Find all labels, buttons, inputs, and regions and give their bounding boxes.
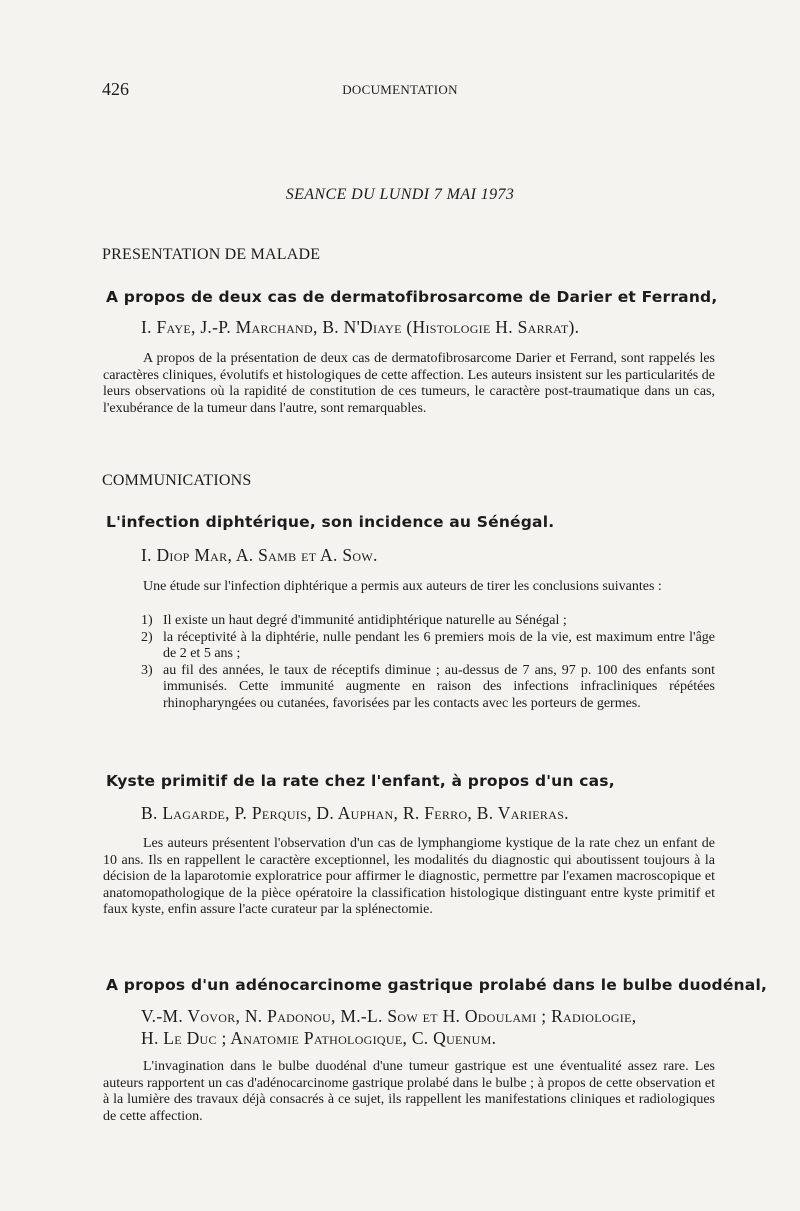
- list-item-number: 2): [141, 629, 153, 645]
- article-title-adenocarcinome: A propos d'un adénocarcinome gastrique prolabé dans le bulbe duodénal,: [106, 976, 768, 994]
- article-authors-adenocarcinome: [141, 1005, 741, 1049]
- authors-line-1: V.-M. Vovor, N. Padonou, M.-L. Sow et H. Odoulami ; Radiologie,: [141, 1006, 637, 1026]
- abstract-text: A propos de la présentation de deux cas de dermatofibrosarcome Darier et Ferrand, sont rappelés les caractères cliniques, évolutifs et histologiques de cette affection. Les auteurs insistent sur les particularités de leurs observations où la rapidité de constitution de ces tumeurs, le caractère post-traumatique dans un cas, l'exubérance de la tumeur dans l'autre, sont remarquables.: [103, 351, 715, 416]
- article-title-dermatofibrosarcome: A propos de deux cas de dermatofibrosarcome de Darier et Ferrand,: [106, 288, 718, 306]
- list-item-text: la réceptivité à la diphtérie, nulle pendant les 6 premiers mois de la vie, est maximum entre l'âge de 2 et 5 ans ;: [163, 629, 715, 661]
- running-title: DOCUMENTATION: [342, 82, 458, 97]
- article-title-kyste: Kyste primitif de la rate chez l'enfant, à propos d'un cas,: [106, 772, 615, 790]
- article-authors-dermatofibrosarcome: I. Faye, J.-P. Marchand, B. N'Diaye (Histologie H. Sarrat).: [141, 317, 580, 337]
- list-item-text: au fil des années, le taux de réceptifs diminue ; au-dessus de 7 ans, 97 p. 100 des enfants sont immunisés. Cette immunité augmente en raison des infections infracliniques répétées rhinopharyngées ou cutanées, favorisées par les contacts avec les porteurs de germes.: [163, 662, 715, 711]
- list-item: [103, 630, 715, 663]
- section-heading-communications: COMMUNICATIONS: [102, 472, 252, 489]
- conclusions-list: [103, 613, 715, 712]
- abstract-text: Les auteurs présentent l'observation d'un cas de lymphangiome kystique de la rate chez un enfant de 10 ans. Ils en rappellent le caractère exceptionnel, les modalités du diagnostic qui aboutissent toujours à la décision de la laparotomie exploratrice pour affirmer le diagnostic, permettre par l'examen macroscopique et anatomopathologique de la pièce opératoire la classification histologique distinguant entre kyste primitif et faux kyste, enfin assure l'acte curateur par la splénectomie.: [103, 836, 715, 917]
- list-item-text: Il existe un haut degré d'immunité antidiphtérique naturelle au Sénégal ;: [163, 613, 567, 628]
- article-abstract-diphterie: [103, 579, 715, 596]
- article-authors-diphterie: I. Diop Mar, A. Samb et A. Sow.: [141, 545, 378, 565]
- article-title-diphterie: L'infection diphtérique, son incidence au Sénégal.: [106, 513, 555, 531]
- abstract-text: L'invagination dans le bulbe duodénal d'une tumeur gastrique est une éventualité assez rare. Les auteurs rapportent un cas d'adénocarcinome gastrique prolabé dans le bulbe ; à propos de cette observation et à la lumière des travaux déjà consacrés à ce sujet, ils rappellent les manifestations cliniques et radiologiques de cette affection.: [103, 1059, 715, 1124]
- section-heading-presentation: PRESENTATION DE MALADE: [102, 246, 321, 263]
- article-authors-kyste: B. Lagarde, P. Perquis, D. Auphan, R. Ferro, B. Varieras.: [141, 803, 569, 823]
- article-abstract-dermatofibrosarcome: [103, 351, 715, 417]
- list-item-number: 3): [141, 662, 153, 678]
- article-abstract-adenocarcinome: [103, 1059, 715, 1125]
- list-item: [103, 663, 715, 713]
- list-item: [103, 613, 715, 630]
- list-item-number: 1): [141, 613, 153, 628]
- authors-line-2: H. Le Duc ; Anatomie Pathologique, C. Quenum.: [141, 1028, 497, 1048]
- abstract-intro: Une étude sur l'infection diphtérique a permis aux auteurs de tirer les conclusions suivantes :: [143, 579, 662, 594]
- session-title: SEANCE DU LUNDI 7 MAI 1973: [285, 186, 515, 203]
- article-abstract-kyste: [103, 836, 715, 919]
- page-number: 426: [102, 79, 129, 99]
